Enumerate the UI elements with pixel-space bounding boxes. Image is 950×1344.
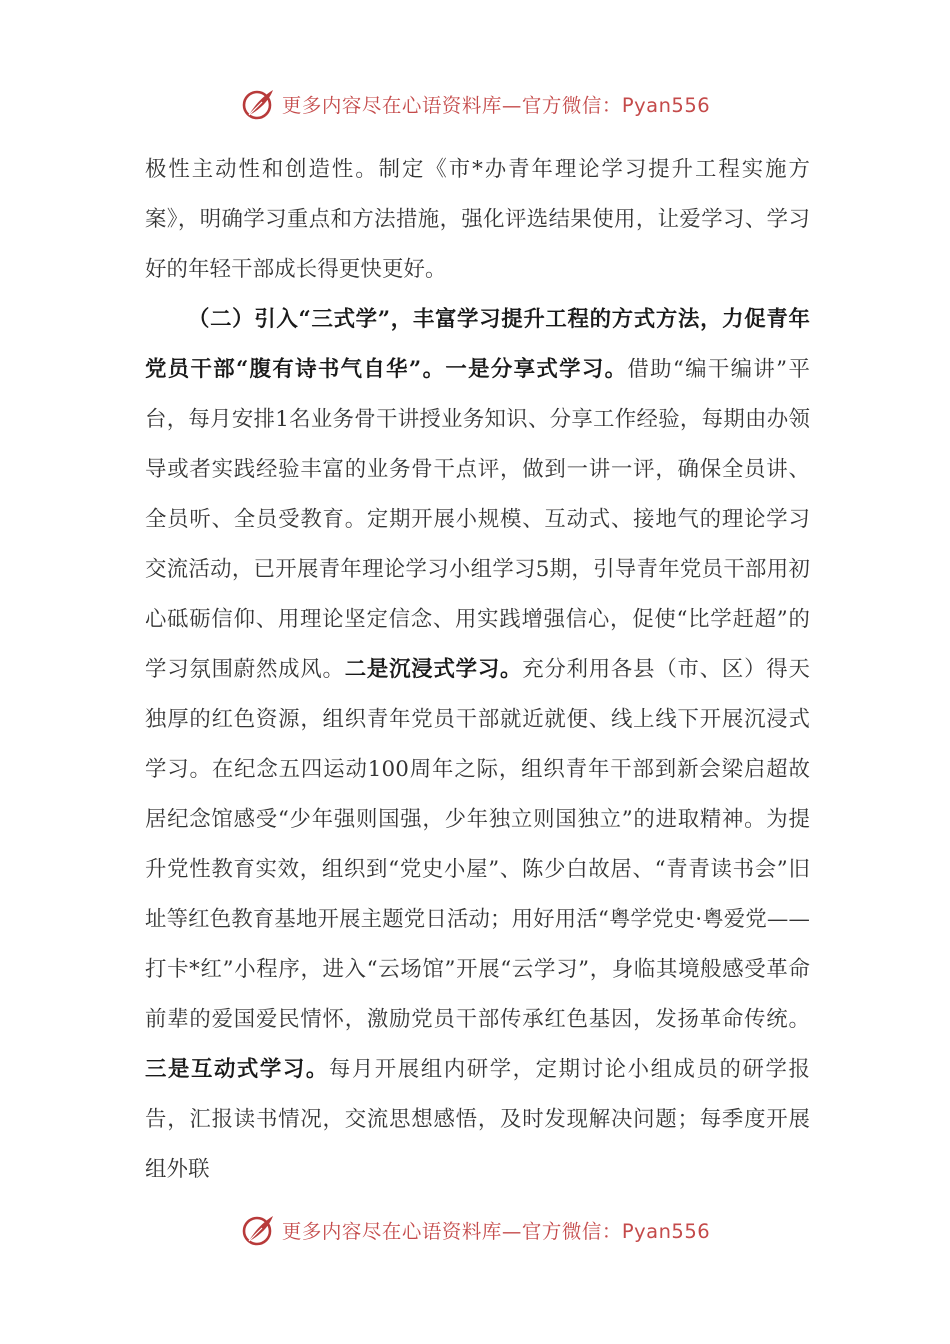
watermark-text: 更多内容尽在心语资料库—官方微信：Pyan556 (281, 94, 711, 117)
quill-logo-icon (240, 86, 276, 122)
quill-logo-icon (240, 1212, 276, 1248)
paragraph (145, 295, 810, 1195)
header-watermark (0, 84, 950, 124)
paragraph-text: 每月开展组内研学，定期讨论小组成员的研学报告，汇报读书情况，交流思想感悟，及时发现解决问题；每季度开展组外联 (145, 1057, 810, 1182)
paragraph-text: 借助“编干编讲”平台，每月安排1名业务骨干讲授业务知识、分享工作经验，每期由办领导或者实践经验丰富的业务骨干点评，做到一讲一评，确保全员讲、全员听、全员受教育。定期开展小规模、互动式、接地气的理论学习交流活动，已开展青年理论学习小组学习5期，引导青年党员干部用初心砥砺信仰、用理论坚定信念、用实践增强信心，促使“比学赶超”的学习氛围蔚然成风。 (145, 357, 810, 682)
paragraph-text: 充分利用各县（市、区）得天独厚的红色资源，组织青年党员干部就近就便、线上线下开展沉浸式学习。在纪念五四运动100周年之际，组织青年干部到新会梁启超故居纪念馆感受“少年强则国强，少年独立则国独立”的进取精神。为提升党性教育实效，组织到“党史小屋”、陈少白故居、“青青读书会”旧址等红色教育基地开展主题党日活动；用好用活“粤学党史·粤爱党——打卡*红”小程序，进入“云场馆”开展“云学习”，身临其境般感受革命前辈的爱国爱民情怀，激励党员干部传承红色基因，发扬革命传统。 (145, 657, 811, 1032)
document-body (145, 145, 810, 1195)
paragraph (145, 145, 810, 295)
watermark-text: 更多内容尽在心语资料库—官方微信：Pyan556 (281, 1220, 711, 1243)
subheading: 二是沉浸式学习。 (344, 657, 523, 682)
paragraph-text: 极性主动性和创造性。制定《市*办青年理论学习提升工程实施方案》，明确学习重点和方法措施，强化评选结果使用，让爱学习、学习好的年轻干部成长得更快更好。 (145, 157, 810, 282)
footer-watermark (0, 1210, 950, 1250)
subheading: 三是互动式学习。 (145, 1057, 329, 1082)
section-heading: （二）引入“三式学”，丰富学习提升工程的方式方法，力促青年党员干部“腹有诗书气自华”。一是分享式学习。 (145, 307, 810, 382)
